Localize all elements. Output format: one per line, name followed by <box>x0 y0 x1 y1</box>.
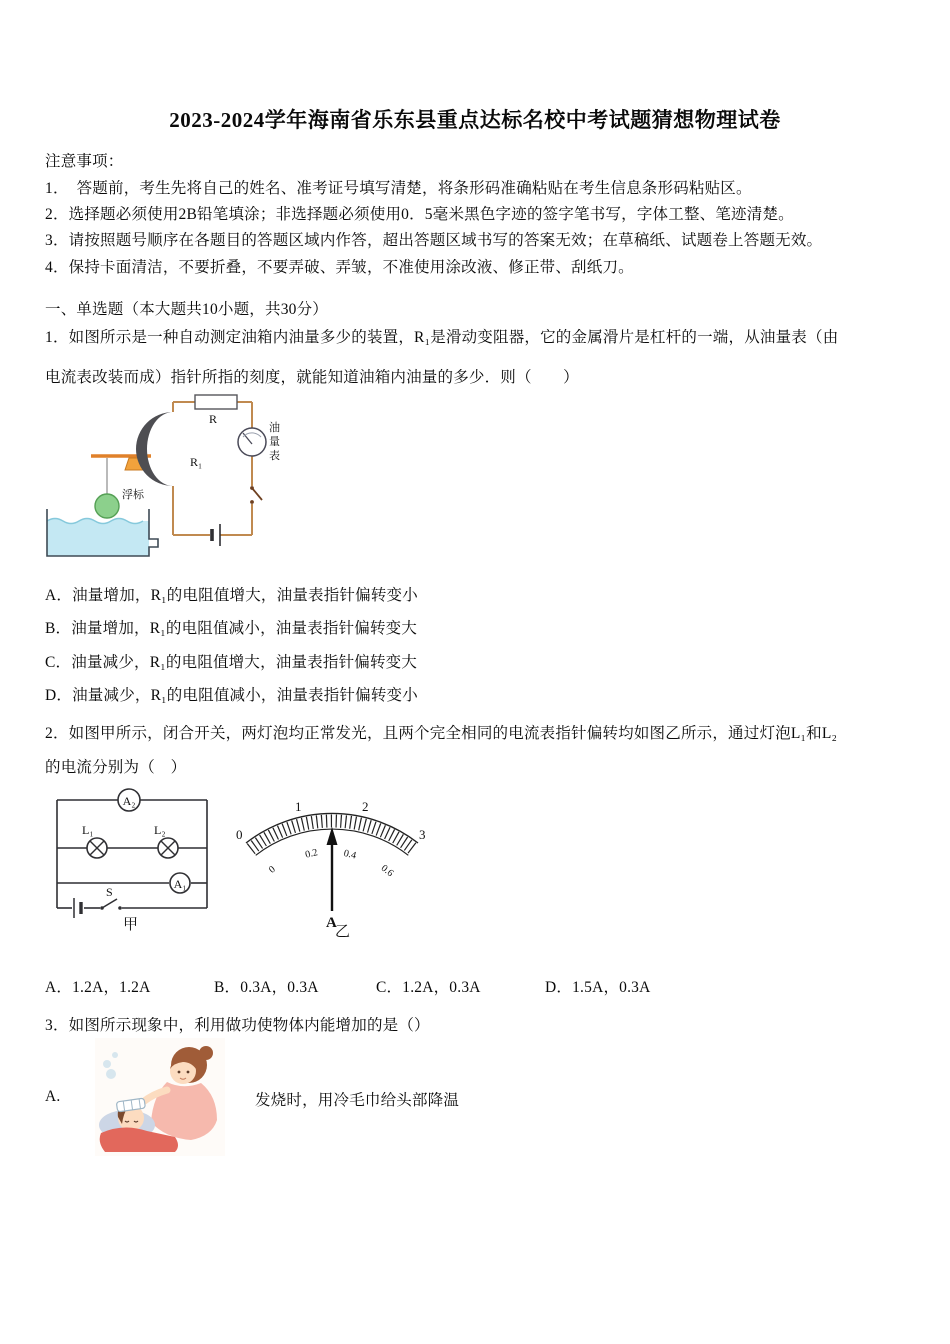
q2-option-c: C．1.2A，0.3A <box>376 979 481 996</box>
float-ball <box>95 494 119 518</box>
svg-text:S: S <box>106 885 113 899</box>
battery <box>74 898 81 918</box>
gauge-label-char-1: 油 <box>269 422 280 434</box>
notice-heading: 注意事项： <box>45 153 124 170</box>
outer-scale-0: 0 <box>236 827 243 842</box>
outer-scale-1: 1 <box>295 799 302 814</box>
notice-item-4: 4．保持卡面清洁，不要折叠，不要弄破、弄皱，不准使用涂改液、修正带、刮纸刀。 <box>45 259 634 276</box>
svg-text:L₁: L₁ <box>82 823 94 837</box>
q2-option-d: D．1.5A，0.3A <box>545 979 651 996</box>
outer-scale-2: 2 <box>362 799 369 814</box>
rheostat-crescent <box>136 412 173 486</box>
section-1-heading: 一、单选题（本大题共10小题，共30分） <box>45 301 329 318</box>
meter-unit-label: A <box>326 915 337 931</box>
inner-scale-06: 0.6 <box>378 862 396 880</box>
q3-option-a-image <box>95 1038 225 1156</box>
meter-needle <box>327 827 338 911</box>
gauge-label-char-3: 表 <box>269 450 280 462</box>
q2-stem-line-1: 2．如图甲所示，闭合开关，两灯泡均正常发光，且两个完全相同的电流表指针偏转均如图乙所示，通过灯泡L₁和L₂ <box>45 725 838 742</box>
q1-option-a: A．油量增加，R₁的电阻值增大，油量表指针偏转变小 <box>45 587 418 604</box>
float-label: 浮标 <box>122 489 144 501</box>
outer-scale-3: 3 <box>419 827 426 842</box>
resistor-label: R <box>209 412 218 426</box>
q1-stem-line-1: 1．如图所示是一种自动测定油箱内油量多少的装置，R₁是滑动变阻器，它的金属滑片是杠杆的一端，从油量表（由 <box>45 329 839 346</box>
q3-stem: 3．如图所示现象中，利用做功使物体内能增加的是（） <box>45 1017 430 1034</box>
rheostat-label: R₁ <box>190 455 203 469</box>
notice-item-2: 2．选择题必须使用2B铅笔填涂；非选择题必须使用0．5毫米黑色字迹的签字笔书写，字体工整、笔迹清楚。 <box>45 206 794 223</box>
ammeter-a1 <box>170 873 190 893</box>
caption-jia: 甲 <box>123 917 139 933</box>
inner-scale-02: 0.2 <box>304 847 319 861</box>
q2-stem-line-2: 的电流分别为（ ） <box>45 759 187 776</box>
q3-option-a-label: A. <box>45 1088 61 1105</box>
svg-text:L₂: L₂ <box>154 823 166 837</box>
q2-ammeter-dial-figure-yi <box>225 793 440 938</box>
fuel-gauge-meter <box>238 428 266 456</box>
q1-fuel-gauge-circuit-figure <box>45 390 295 568</box>
resistor-box <box>195 395 237 409</box>
q2-option-a: A．1.2A，1.2A <box>45 979 151 996</box>
svg-text:A₁: A₁ <box>173 877 187 891</box>
q3-option-a-caption: 发烧时，用冷毛巾给头部降温 <box>255 1092 460 1109</box>
q2-circuit-figure-jia <box>48 788 218 933</box>
inner-scale-0: 0 <box>266 864 278 876</box>
notice-item-3: 3．请按照题号顺序在各题目的答题区域内作答，超出答题区域书写的答案无效；在草稿纸、试题卷上答题无效。 <box>45 232 823 249</box>
caption-yi: 乙 <box>335 924 351 938</box>
switch-s <box>100 885 122 910</box>
lamp-l1 <box>82 823 107 858</box>
circuit-switch <box>250 486 262 504</box>
battery <box>212 524 220 546</box>
svg-text:A₂: A₂ <box>122 794 136 808</box>
q2-option-b: B．0.3A，0.3A <box>214 979 319 996</box>
q1-option-c: C．油量减少，R₁的电阻值增大，油量表指针偏转变大 <box>45 654 418 671</box>
q1-option-d: D．油量减少，R₁的电阻值减小，油量表指针偏转变小 <box>45 687 418 704</box>
notice-item-1: 1． 答题前，考生先将自己的姓名、准考证号填写清楚，将条形码准确粘贴在考生信息条形码粘贴区。 <box>45 180 752 197</box>
q1-stem-line-2: 电流表改装而成）指针所指的刻度，就能知道油箱内油量的多少．则（ ） <box>45 369 579 386</box>
page-title: 2023-2024学年海南省乐东县重点达标名校中考试题猜想物理试卷 <box>169 108 781 132</box>
ammeter-a2 <box>118 789 140 811</box>
inner-scale-04: 0.4 <box>342 847 358 862</box>
lamp-l2 <box>154 823 178 858</box>
gauge-label-char-2: 量 <box>269 436 280 448</box>
q1-option-b: B．油量增加，R₁的电阻值减小，油量表指针偏转变大 <box>45 620 418 637</box>
